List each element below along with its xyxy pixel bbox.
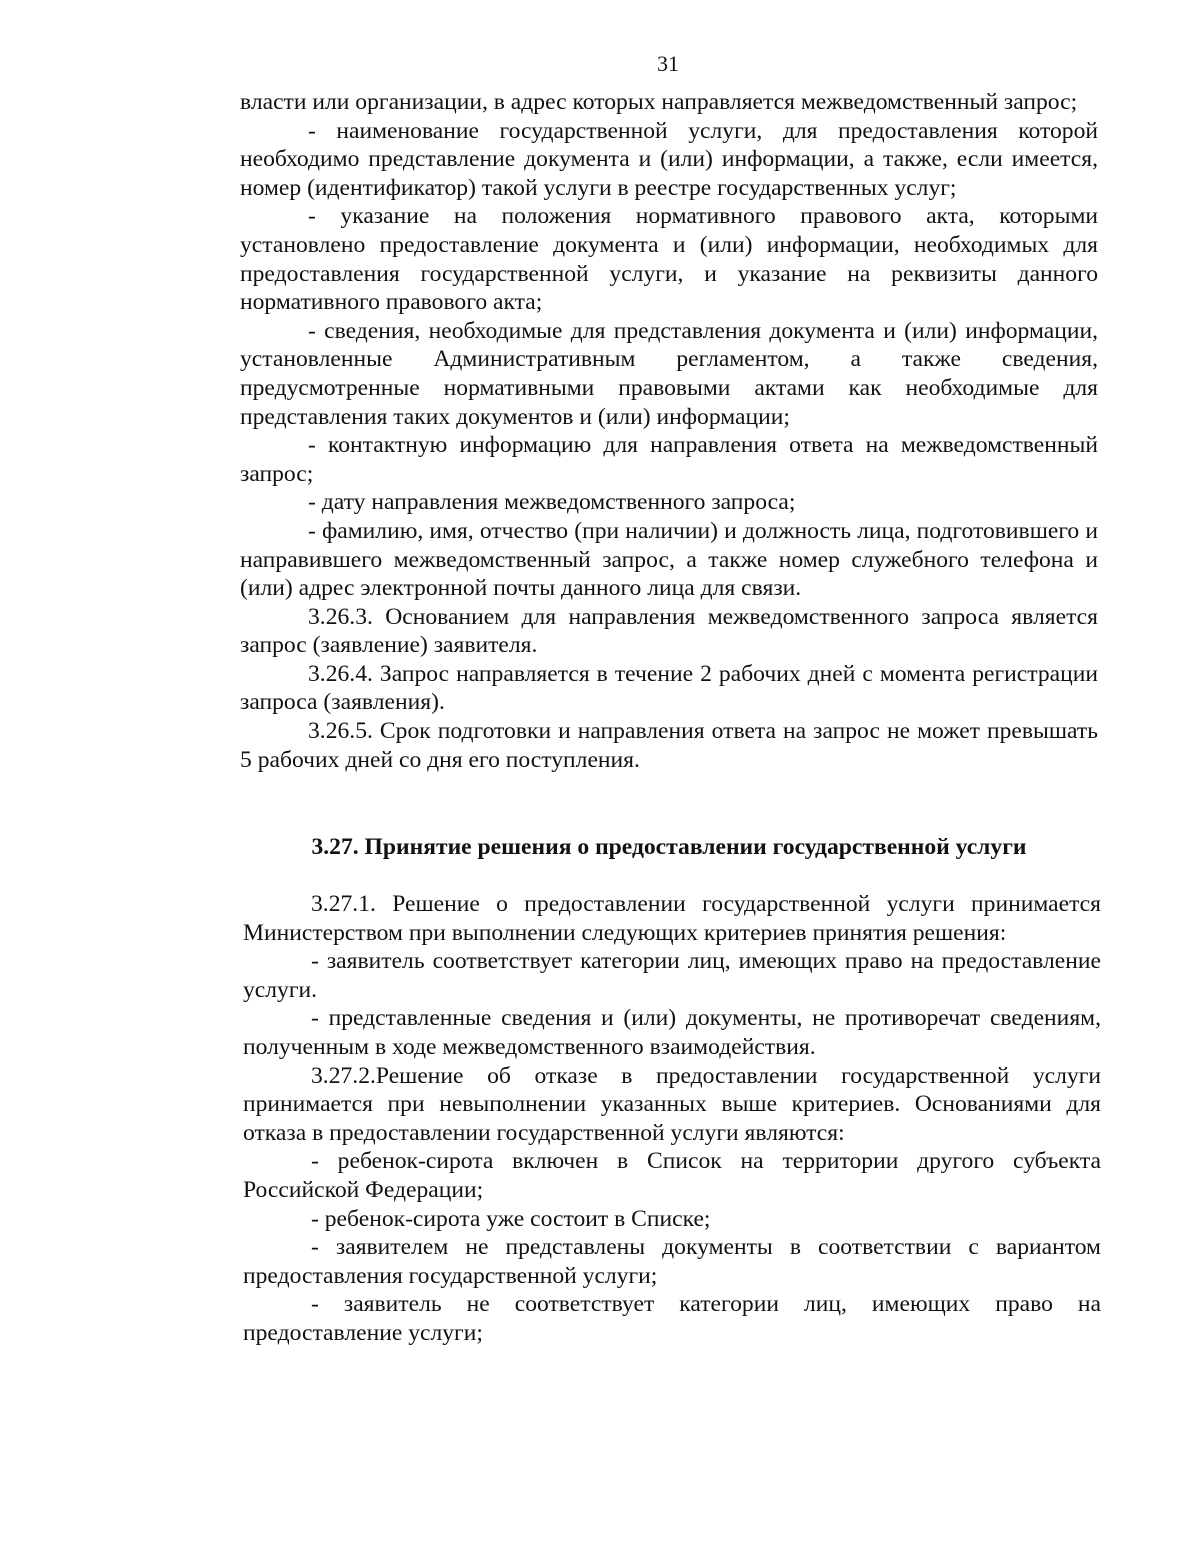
paragraph-refusal-category: - заявитель не соответствует категории лиц, имеющих право на предоставление услуги; [243, 1291, 1101, 1346]
upper-text-block [240, 88, 1098, 774]
paragraph-request-date: - дату направления межведомственного запроса; [308, 489, 796, 516]
paragraph-required-info: - сведения, необходимые для представления документа и (или) информации, установленные Административным регламентом, а также сведения, предусмотренные нормативными правовыми актами как необходимые для представления таких документов и (или) информации; [240, 317, 1098, 430]
paragraph-3-27-2: 3.27.2.Решение об отказе в предоставлении государственной услуги принимается при невыполнении указанных выше критериев. Основаниями для отказа в предоставлении государственной услуги являются: [243, 1062, 1101, 1146]
paragraph-contact-info: - контактную информацию для направления ответа на межведомственный запрос; [240, 432, 1098, 487]
paragraph-official-name: - фамилию, имя, отчество (при наличии) и должность лица, подготовившего и направившего межведомственный запрос, а также номер служебного телефона и (или) адрес электронной почты данного лица для связи. [240, 517, 1098, 602]
paragraph-refusal-other-region: - ребенок-сирота включен в Список на территории другого субъекта Российской Федерации; [243, 1148, 1101, 1203]
paragraph-criterion-category: - заявитель соответствует категории лиц, имеющих право на предоставление услуги. [243, 948, 1101, 1003]
paragraph-3-26-5: 3.26.5. Срок подготовки и направления ответа на запрос не может превышать 5 рабочих дней со дня его поступления. [240, 718, 1098, 773]
paragraph-3-26-4: 3.26.4. Запрос направляется в течение 2 рабочих дней с момента регистрации запроса (заявления). [240, 660, 1098, 716]
lower-text-block [243, 890, 1101, 1348]
paragraph-continuation: власти или организации, в адрес которых направляется межведомственный запрос; [240, 89, 1078, 115]
section-heading-3-27: 3.27. Принятие решения о предоставлении государственной услуги [311, 834, 1027, 860]
paragraph-criterion-documents: - представленные сведения и (или) документы, не противоречат сведениям, полученным в ходе межведомственного взаимодействия. [243, 1005, 1101, 1060]
paragraph-3-27-1: 3.27.1. Решение о предоставлении государственной услуги принимается Министерством при выполнении следующих критериев принятия решения: [243, 891, 1101, 946]
page-number: 31 [657, 51, 679, 76]
paragraph-service-name: - наименование государственной услуги, для предоставления которой необходимо представление документа и (или) информации, а также, если имеется, номер (идентификатор) такой услуги в реестре государственных услуг; [240, 117, 1098, 201]
paragraph-refusal-no-documents: - заявителем не представлены документы в соответствии с вариантом предоставления государственной услуги; [243, 1234, 1101, 1289]
paragraph-legal-act: - указание на положения нормативного правового акта, которыми установлено предоставление документа и (или) информации, необходимых для предоставления государственной услуги, и указание на реквизиты данного нормативного правового акта; [240, 203, 1098, 316]
paragraph-refusal-already-listed: - ребенок-сирота уже состоит в Списке; [311, 1205, 711, 1232]
paragraph-3-26-3: 3.26.3. Основанием для направления межведомственного запроса является запрос (заявление) заявителя. [240, 603, 1098, 659]
